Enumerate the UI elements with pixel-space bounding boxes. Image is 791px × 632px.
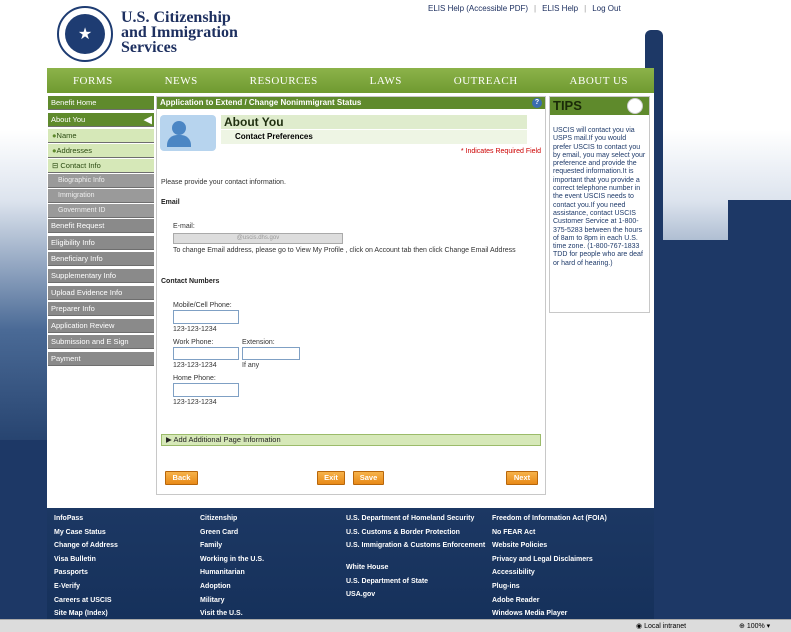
home-label: Home Phone: (173, 375, 216, 382)
sidebar-item-payment[interactable]: Payment (48, 352, 154, 366)
sidebar-item-label: About You (51, 114, 86, 124)
footer-link[interactable]: Citizenship (200, 515, 238, 522)
footer-link[interactable]: My Case Status (54, 528, 106, 536)
footer-link[interactable]: Site Map (Index) (54, 610, 108, 618)
logout-link[interactable]: Log Out (592, 4, 621, 13)
sidebar-item-benefit-home[interactable]: Benefit Home (48, 96, 154, 110)
footer-link[interactable]: Humanitarian (200, 569, 245, 577)
sidebar-item-contact-info[interactable] (48, 159, 154, 173)
home-phone-input[interactable] (173, 383, 239, 397)
footer-link[interactable]: Green Card (200, 528, 239, 536)
footer-link[interactable]: InfoPass (54, 515, 84, 522)
footer-col-1 (54, 515, 194, 624)
footer-link[interactable]: Careers at USCIS (54, 596, 112, 604)
footer-link[interactable]: White House (346, 564, 389, 572)
footer-col-4 (492, 515, 652, 624)
bullet-icon: ● (52, 131, 57, 141)
page-title: About You (221, 115, 527, 129)
nav-forms[interactable]: FORMS (72, 74, 113, 87)
footer-link[interactable]: U.S. Department of Homeland Security (346, 515, 475, 522)
email-section-label: Email (161, 199, 180, 206)
mobile-phone-input[interactable] (173, 310, 239, 324)
footer-link[interactable]: Visit the U.S. (200, 610, 243, 618)
add-page-label: Add Additional Page Information (173, 435, 281, 444)
footer-link[interactable]: U.S. Immigration & Customs Enforcement (346, 542, 486, 550)
logo-line: U.S. Citizenship (121, 9, 231, 26)
sidebar-item-upload-evidence[interactable]: Upload Evidence Info (48, 286, 154, 300)
footer-link[interactable]: Windows Media Player (492, 610, 568, 618)
footer-link[interactable]: Passports (54, 569, 88, 577)
mobile-label: Mobile/Cell Phone: (173, 302, 232, 309)
footer-link[interactable]: Adobe Reader (492, 596, 540, 604)
tips-header (550, 97, 649, 115)
footer-link[interactable]: E-Verify (54, 582, 81, 590)
footer-link[interactable]: Privacy and Legal Disclaimers (492, 555, 593, 563)
sidebar-item-label: Addresses (56, 146, 92, 156)
home-hint: 123-123-1234 (173, 399, 217, 406)
nav-news[interactable]: NEWS (164, 74, 198, 87)
footer-col-3 (346, 515, 491, 605)
footer-col-2 (200, 515, 340, 624)
footer-link[interactable]: Website Policies (492, 542, 548, 550)
tips-body: USCIS will contact you via USPS mail.If you would prefer USCIS to contact you by email, you may select your preference and provide the requested information.It is important that you provide a correct telephone number in the event USCIS needs to contact you.If you need assistance, contact USCIS Customer Service at 1-800-375-5283 between the hours of 8am to 8pm in each U.S. time zone. (1-800-767-1833 TDD for people who are deaf or hard of hearing.) (553, 127, 646, 267)
footer-link[interactable]: Freedom of Information Act (FOIA) (492, 515, 607, 522)
add-page-info-expander[interactable] (161, 434, 541, 446)
elis-help-pdf-link[interactable]: ELIS Help (Accessible PDF) (428, 4, 529, 13)
triangle-right-icon: ▶ (166, 435, 174, 444)
exit-button[interactable]: Exit (317, 471, 345, 485)
sidebar-item-biographic[interactable]: Biographic Info (48, 174, 154, 188)
sidebar-item-eligibility[interactable]: Eligibility Info (48, 236, 154, 250)
footer-link[interactable]: Accessibility (492, 569, 535, 577)
save-button[interactable]: Save (353, 471, 384, 485)
panel-title-text: Application to Extend / Change Nonimmigrant Status (160, 98, 362, 107)
tips-title: TIPS (553, 98, 582, 113)
footer-link[interactable]: Plug-ins (492, 582, 520, 590)
footer-link[interactable]: U.S. Department of State (346, 577, 429, 585)
logo-line: Services (121, 39, 177, 56)
next-button[interactable]: Next (506, 471, 538, 485)
email-label: E-mail: (173, 223, 195, 230)
zone-label: Local intranet (644, 623, 687, 630)
email-field[interactable]: @uscis.dhs.gov (173, 233, 343, 244)
work-phone-input[interactable] (173, 347, 239, 360)
top-links: ELIS Help (Accessible PDF) | ELIS Help | Log Out (428, 4, 621, 13)
sidebar-item-government-id[interactable]: Government ID (48, 204, 154, 218)
extension-hint: If any (242, 362, 260, 369)
sidebar-item-name[interactable] (48, 129, 154, 143)
footer-link[interactable]: Military (200, 596, 225, 604)
sidebar-item-immigration[interactable]: Immigration (48, 189, 154, 203)
required-note: * Indicates Required Field (460, 148, 541, 155)
nav-resources[interactable]: RESOURCES (249, 74, 318, 87)
footer-link[interactable]: USA.gov (346, 591, 376, 599)
main-panel (156, 96, 546, 495)
skyline (728, 200, 791, 260)
sidebar-item-addresses[interactable] (48, 144, 154, 158)
uscis-logo-text[interactable] (121, 10, 238, 55)
skyline (0, 440, 47, 632)
nav-outreach[interactable]: OUTREACH (453, 74, 518, 87)
sidebar-item-preparer[interactable]: Preparer Info (48, 302, 154, 316)
intro-text: Please provide your contact information. (161, 179, 286, 186)
mobile-hint: 123-123-1234 (173, 326, 217, 333)
footer-link[interactable]: U.S. Customs & Border Protection (346, 528, 460, 536)
back-button[interactable]: Back (165, 471, 198, 485)
zone-indicator (636, 622, 686, 630)
bullet-icon: ● (52, 146, 57, 156)
globe-icon: ◉ (636, 623, 645, 630)
footer-link[interactable]: Adoption (200, 582, 231, 590)
contact-section-label: Contact Numbers (161, 278, 220, 285)
nav-laws[interactable]: LAWS (369, 74, 402, 87)
logo-line: and Immigration (121, 24, 238, 41)
sidebar-item-application-review[interactable]: Application Review (48, 319, 154, 333)
extension-input[interactable] (242, 347, 300, 360)
minus-icon: ⊟ (52, 161, 61, 171)
sidebar-item-benefit-request[interactable]: Benefit Request (48, 219, 154, 233)
elis-help-link[interactable]: ELIS Help (542, 4, 579, 13)
zoom-icon: ⊕ (739, 623, 747, 630)
sidebar-item-label: Name (56, 131, 77, 141)
panel-title (157, 97, 545, 109)
work-hint: 123-123-1234 (173, 362, 217, 369)
arrow-left-icon: ◀ (143, 113, 152, 126)
footer-link[interactable]: Change of Address (54, 542, 118, 550)
skyline (654, 240, 791, 632)
help-icon[interactable]: ? (532, 98, 542, 108)
footer-link[interactable]: Family (200, 542, 223, 550)
footer-link[interactable]: No FEAR Act (492, 528, 536, 536)
tips-panel (549, 96, 650, 313)
browser-status-bar (0, 619, 791, 632)
sidebar-item-about-you[interactable] (48, 113, 154, 127)
zoom-control[interactable]: ⊕ 100% ▾ (739, 623, 771, 630)
email-note: To change Email address, please go to View My Profile , click on Account tab then click Change Email Address (173, 247, 516, 254)
sidebar (48, 96, 154, 369)
footer-link[interactable]: Working in the U.S. (200, 555, 265, 563)
zoom-level: 100% (746, 623, 765, 630)
sidebar-item-beneficiary[interactable]: Beneficiary Info (48, 252, 154, 266)
page-subtitle: Contact Preferences (221, 130, 527, 144)
sidebar-item-submission[interactable]: Submission and E Sign (48, 335, 154, 349)
work-label: Work Phone: (173, 339, 214, 346)
main-nav (47, 68, 654, 93)
user-icon (160, 115, 216, 151)
extension-label: Extension: (242, 339, 275, 346)
circle-icon (627, 98, 643, 114)
sidebar-item-label: Contact Info (60, 161, 101, 171)
dhs-seal-logo[interactable]: ★ (57, 6, 113, 62)
nav-about-us[interactable]: ABOUT US (569, 74, 629, 87)
sidebar-item-supplementary[interactable]: Supplementary Info (48, 269, 154, 283)
footer-link[interactable]: Visa Bulletin (54, 555, 96, 563)
